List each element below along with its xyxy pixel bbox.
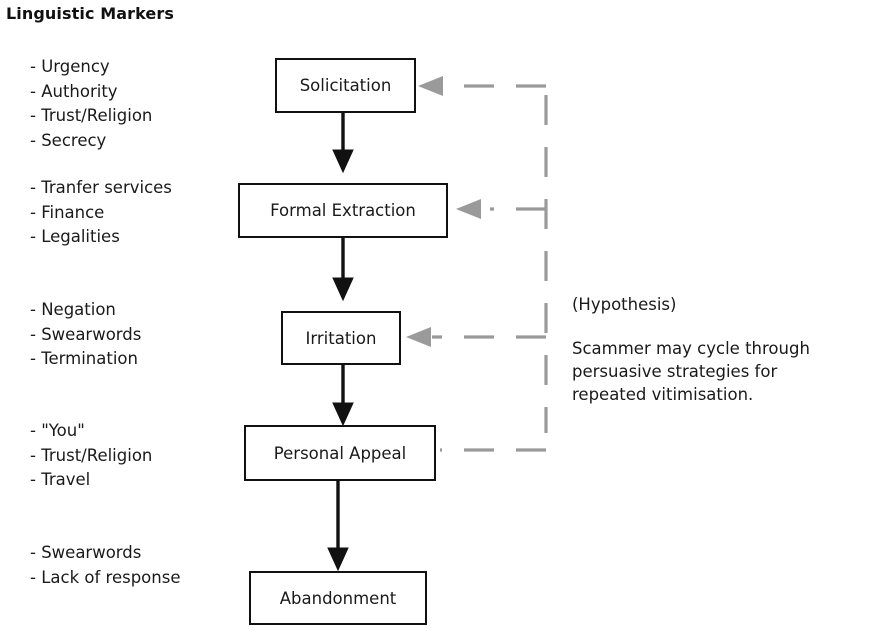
- stage-box-personal-appeal[interactable]: [244, 425, 436, 481]
- personal-appeal-markers: [30, 419, 152, 493]
- stage-box-solicitation[interactable]: [275, 58, 416, 113]
- cycle-note-line-1: Scammer may cycle through: [572, 339, 810, 358]
- marker-line: - Negation: [30, 300, 116, 319]
- stage-box-irritation[interactable]: [281, 311, 401, 365]
- arrow-irritation-to-personal-appeal: [333, 365, 353, 425]
- stage-label: Irritation: [305, 328, 377, 348]
- marker-line: - Swearwords: [30, 543, 142, 562]
- irritation-markers: [30, 298, 141, 372]
- hypothesis-label: (Hypothesis): [572, 295, 677, 314]
- marker-line: - Finance: [30, 202, 105, 222]
- stage-label: Abandonment: [279, 588, 397, 608]
- marker-line: - Trust/Religion: [30, 445, 153, 465]
- marker-line: - Tranfer services: [30, 178, 172, 197]
- abandonment-markers: [30, 541, 180, 590]
- page-title: Linguistic Markers: [6, 4, 174, 23]
- marker-line: - "You": [30, 421, 85, 440]
- feedback-loop-dashed: [406, 76, 546, 450]
- marker-line: - Authority: [30, 81, 118, 101]
- solicitation-markers: [30, 55, 152, 153]
- arrow-formal-extraction-to-irritation: [333, 238, 353, 300]
- cycle-note-line-2: persuasive strategies for: [572, 362, 778, 381]
- stage-label: Solicitation: [299, 76, 392, 95]
- arrow-personal-appeal-to-abandonment: [328, 481, 348, 570]
- cycle-note-line-3: repeated vitimisation.: [572, 385, 754, 404]
- arrow-solicitation-to-formal-extraction: [333, 113, 353, 172]
- cycle-note: [572, 337, 872, 406]
- stage-label: Formal Extraction: [270, 201, 416, 220]
- marker-line: - Legalities: [30, 227, 120, 247]
- marker-line: - Trust/Religion: [30, 106, 153, 126]
- marker-line: - Travel: [30, 470, 91, 490]
- marker-line: - Urgency: [30, 57, 110, 76]
- formal-extraction-markers: [30, 176, 172, 250]
- marker-line: - Termination: [30, 349, 138, 369]
- marker-line: - Lack of response: [30, 567, 181, 587]
- stage-label: Personal Appeal: [273, 443, 407, 463]
- stage-box-formal-extraction[interactable]: [238, 183, 448, 238]
- marker-line: - Swearwords: [30, 324, 142, 344]
- marker-line: - Secrecy: [30, 130, 107, 150]
- stage-box-abandonment[interactable]: [249, 571, 427, 625]
